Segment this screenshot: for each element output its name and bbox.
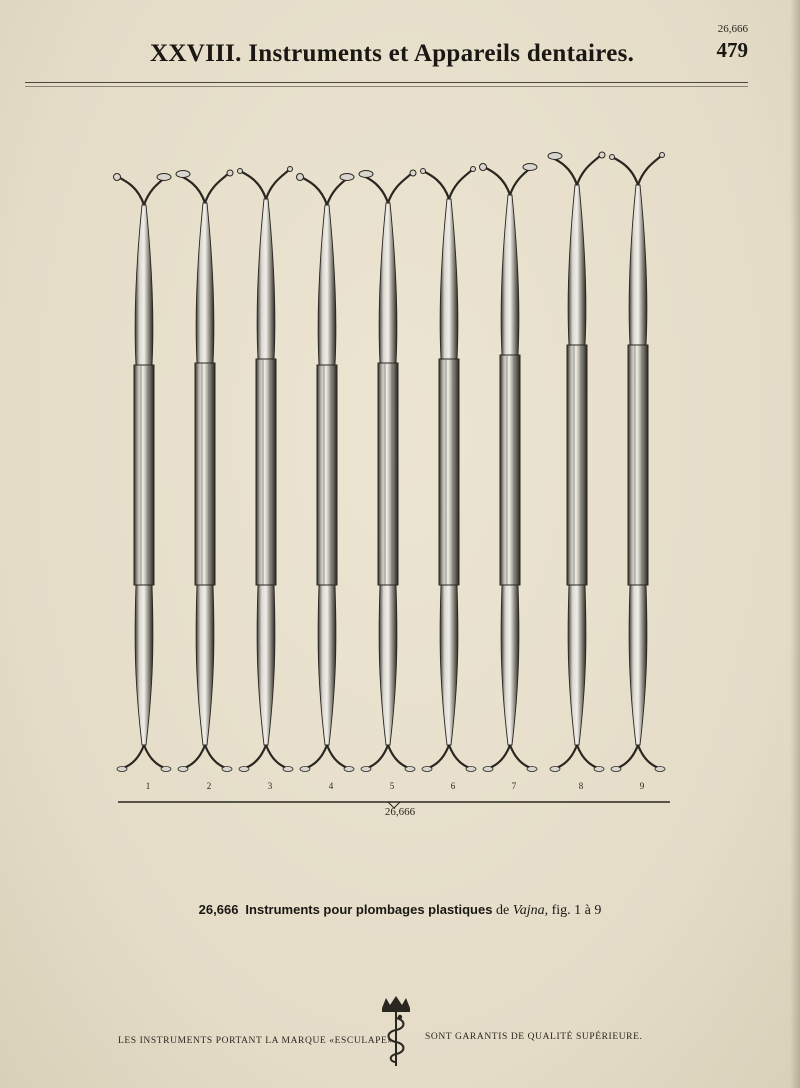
upper-tine-left bbox=[301, 177, 327, 205]
octagonal-handle bbox=[195, 363, 215, 585]
plate-group-label: 26,666 bbox=[384, 806, 416, 818]
dental-instrument-fig-2 bbox=[176, 170, 233, 772]
upper-tine-left bbox=[118, 177, 144, 205]
dental-instrument-fig-5 bbox=[359, 170, 416, 772]
figure-number-3: 3 bbox=[267, 781, 273, 791]
spoon-tip bbox=[548, 153, 562, 160]
lower-shank bbox=[440, 585, 458, 745]
upper-shank bbox=[318, 205, 336, 365]
ball-tip bbox=[610, 155, 615, 160]
lower-shank bbox=[135, 585, 153, 745]
ball-tip bbox=[227, 170, 233, 176]
ball-tip bbox=[288, 167, 293, 172]
ball-tip bbox=[114, 174, 121, 181]
lower-tine-left bbox=[242, 745, 266, 769]
lower-shank bbox=[629, 585, 647, 745]
upper-shank bbox=[568, 185, 586, 345]
upper-shank bbox=[135, 205, 153, 365]
lower-tine-right bbox=[266, 745, 290, 769]
footer-left-text: LES INSTRUMENTS PORTANT LA MARQUE «ESCULAPE» bbox=[118, 1036, 393, 1046]
upper-shank bbox=[501, 195, 519, 355]
octagonal-handle bbox=[256, 359, 276, 585]
header-rule bbox=[25, 82, 748, 83]
spoon-tip bbox=[359, 171, 373, 178]
lower-tine-right bbox=[144, 745, 168, 769]
ball-tip bbox=[480, 164, 487, 171]
caption-title: Instruments pour plombages plastiques bbox=[245, 902, 493, 917]
lower-shank bbox=[501, 585, 519, 745]
page-number: 479 bbox=[716, 38, 748, 62]
upper-shank bbox=[629, 185, 647, 345]
octagonal-handle bbox=[378, 363, 398, 585]
upper-tine-left bbox=[612, 157, 638, 185]
spoon-tip bbox=[340, 174, 354, 181]
lower-tine-right bbox=[327, 745, 351, 769]
ball-tip bbox=[660, 153, 665, 158]
ball-tip bbox=[421, 169, 426, 174]
upper-tine-right bbox=[205, 173, 229, 203]
figure-number-5: 5 bbox=[389, 781, 395, 791]
header-reference-number: 26,666 bbox=[717, 23, 748, 35]
upper-tine-right bbox=[449, 169, 473, 199]
upper-tine-right bbox=[266, 169, 290, 199]
page-title: XXVIII. Instruments et Appareils dentaires. bbox=[150, 40, 635, 67]
octagonal-handle bbox=[317, 365, 337, 585]
upper-tine-left bbox=[423, 171, 449, 199]
dental-instrument-fig-6 bbox=[421, 167, 477, 772]
upper-shank bbox=[257, 199, 275, 359]
figure-number-1: 1 bbox=[145, 781, 151, 791]
lower-tine-right bbox=[510, 745, 534, 769]
footer-right-text: SONT GARANTIS DE QUALITÉ SUPÉRIEURE. bbox=[425, 1032, 643, 1042]
ball-tip bbox=[599, 152, 605, 158]
lower-tine-left bbox=[553, 745, 577, 769]
instruments-group bbox=[114, 152, 666, 772]
upper-shank bbox=[196, 203, 214, 363]
upper-tine-left bbox=[240, 171, 266, 199]
figure-number-7: 7 bbox=[511, 781, 517, 791]
ball-tip bbox=[297, 174, 304, 181]
lower-tine-left bbox=[614, 745, 638, 769]
caption-figs: fig. 1 à 9 bbox=[551, 903, 602, 918]
spoon-tip bbox=[523, 164, 537, 171]
upper-tine-left bbox=[484, 167, 510, 195]
figure-number-2: 2 bbox=[206, 781, 212, 791]
lower-shank bbox=[196, 585, 214, 745]
dental-instrument-fig-8 bbox=[548, 152, 605, 772]
upper-shank bbox=[440, 199, 458, 359]
upper-tine-left bbox=[551, 157, 577, 185]
figure-number-4: 4 bbox=[328, 781, 334, 791]
upper-tine-right bbox=[388, 173, 412, 203]
ball-tip bbox=[471, 167, 476, 172]
lower-tine-left bbox=[181, 745, 205, 769]
lower-shank bbox=[257, 585, 275, 745]
lower-tine-left bbox=[486, 745, 510, 769]
lower-tine-left bbox=[364, 745, 388, 769]
octagonal-handle bbox=[134, 365, 154, 585]
dental-instrument-fig-4 bbox=[297, 174, 355, 772]
octagonal-handle bbox=[500, 355, 520, 585]
octagonal-handle bbox=[628, 345, 648, 585]
figure-number-9: 9 bbox=[639, 781, 645, 791]
lower-shank bbox=[568, 585, 586, 745]
lower-tine-right bbox=[638, 745, 662, 769]
lower-shank bbox=[379, 585, 397, 745]
header-rule-secondary bbox=[25, 86, 748, 87]
instrument-illustration bbox=[100, 135, 700, 815]
page-edge-shadow bbox=[790, 0, 800, 1088]
figure-number-6: 6 bbox=[450, 781, 456, 791]
lower-tine-right bbox=[577, 745, 601, 769]
octagonal-handle bbox=[439, 359, 459, 585]
lower-tine-left bbox=[120, 745, 144, 769]
lower-tine-right bbox=[449, 745, 473, 769]
upper-tine-right bbox=[638, 155, 662, 185]
lower-tine-right bbox=[388, 745, 412, 769]
caption-connector: de bbox=[495, 903, 510, 918]
upper-tine-left bbox=[179, 175, 205, 203]
plate-caption bbox=[0, 902, 800, 919]
lower-tine-left bbox=[425, 745, 449, 769]
upper-tine-left bbox=[362, 175, 388, 203]
lower-tine-right bbox=[205, 745, 229, 769]
esculape-crown-serpent-icon bbox=[378, 996, 414, 1068]
caption-number: 26,666 bbox=[198, 902, 239, 917]
instrument-plate bbox=[100, 135, 700, 815]
upper-tine-right bbox=[577, 155, 601, 185]
lower-shank bbox=[318, 585, 336, 745]
ball-tip bbox=[410, 170, 416, 176]
caption-author: Vajna, bbox=[512, 903, 549, 918]
figure-number-8: 8 bbox=[578, 781, 584, 791]
spoon-tip bbox=[157, 174, 171, 181]
upper-shank bbox=[379, 203, 397, 363]
ball-tip bbox=[238, 169, 243, 174]
dental-instrument-fig-7 bbox=[480, 164, 538, 772]
dental-instrument-fig-3 bbox=[238, 167, 294, 772]
dental-instrument-fig-1 bbox=[114, 174, 172, 772]
lower-tine-left bbox=[303, 745, 327, 769]
spoon-tip bbox=[176, 171, 190, 178]
octagonal-handle bbox=[567, 345, 587, 585]
figure-numbers bbox=[146, 781, 645, 791]
dental-instrument-fig-9 bbox=[610, 153, 666, 772]
